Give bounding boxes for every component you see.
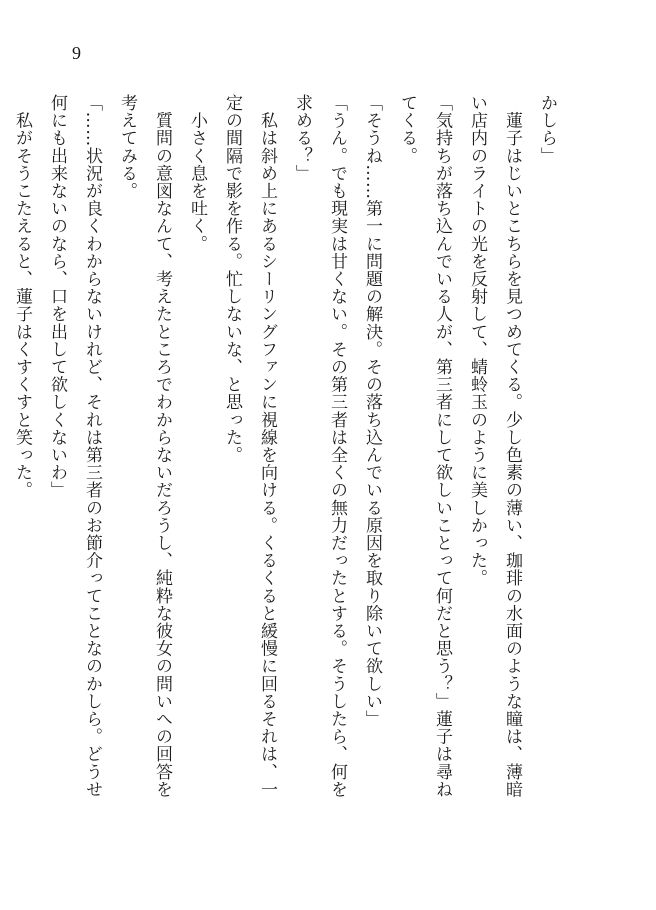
text-line: 何にも出来ないのなら、口を出して欲しくないわ」: [47, 94, 67, 499]
text-line: 「気持ちが落ち込んでいる人が、第三者にして欲しいことって何だと思う？」蓮子は尋ね: [432, 94, 452, 798]
text-line: 「そうね……第一に問題の解決。その落ち込んでいる原因を取り除いて欲しい」: [362, 94, 382, 728]
text-line: 質問の意図なんて、考えたところでわからないだろうし、純粋な彼女の問いへの回答を: [152, 94, 172, 798]
text-line: かしら」: [537, 94, 557, 165]
text-line: てくる。: [397, 94, 417, 165]
text-line: 小さく息を吐く。: [187, 94, 207, 253]
text-line: 私がそうこたえると、蓮子はくすくすと笑った。: [12, 94, 32, 499]
text-line: 「うん。でも現実は甘くない。その第三者は全くの無力だったとする。そうしたら、何を: [327, 94, 347, 798]
text-line: い店内のライトの光を反射して、蜻蛉玉のように美しかった。: [467, 94, 487, 587]
text-line: 私は斜め上にあるシーリングファンに視線を向ける。くるくると緩慢に回るそれは、一: [257, 94, 277, 798]
text-line: 求める？」: [292, 94, 312, 182]
text-line: 定の間隔で影を作る。忙しないな、と思った。: [222, 94, 242, 464]
text-line: 考えてみる。: [117, 94, 137, 200]
text-line: 蓮子はじいとこちらを見つめてくる。少し色素の薄い、珈琲の水面のような瞳は、薄暗: [502, 94, 522, 798]
text-line: 「……状況が良くわからないけれど、それは第三者のお節介ってことなのかしら。どうせ: [82, 94, 102, 798]
vertical-text-body: [12, 94, 564, 814]
page-number: 9: [72, 43, 81, 63]
